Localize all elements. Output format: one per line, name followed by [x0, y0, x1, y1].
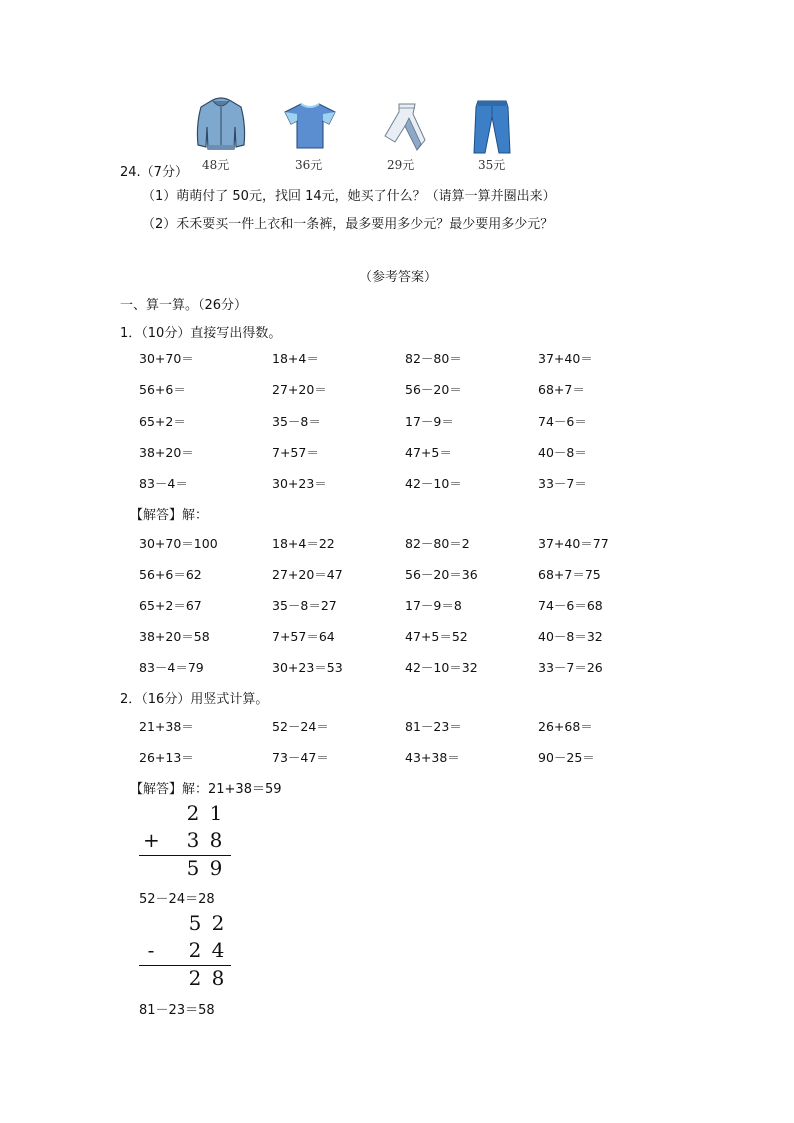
- q1-answer: 33－7＝26: [538, 660, 603, 675]
- q1-answer: 30+23＝53: [272, 660, 343, 675]
- q1-problem: 30+23＝: [272, 476, 327, 491]
- q1-answer: 56+6＝62: [139, 567, 202, 582]
- q2-problem: 26+68＝: [538, 719, 593, 734]
- q2-row: [139, 717, 659, 735]
- vc2-result-ones: 8: [211, 966, 225, 990]
- vertical-calculation-1: [139, 801, 234, 879]
- jeans-icon: [470, 99, 514, 155]
- q1-problem: 83－4＝: [139, 476, 188, 491]
- question-2-title: 2．（16分）用竖式计算。: [120, 692, 269, 707]
- question-24-sub2: （2）禾禾要买一件上衣和一条裤，最多要用多少元？最少要用多少元？: [142, 217, 554, 232]
- q1-answer-row: [139, 596, 659, 614]
- q2-equation-2: 52－24＝28: [139, 892, 215, 907]
- q1-problem: 33－7＝: [538, 476, 587, 491]
- q1-problem: 74－6＝: [538, 414, 587, 429]
- q1-answer: 83－4＝79: [139, 660, 204, 675]
- vc2-top-tens: 5: [188, 911, 202, 935]
- q1-problem: 27+20＝: [272, 382, 327, 397]
- jacket-icon: [194, 95, 248, 151]
- q1-problem: 7+57＝: [272, 445, 319, 460]
- price-shorts: 29元: [387, 158, 415, 172]
- vc1-result-tens: 5: [186, 856, 200, 880]
- q1-answer-row: [139, 658, 659, 676]
- vc1-result-ones: 9: [209, 856, 223, 880]
- q1-problem: 30+70＝: [139, 351, 194, 366]
- q1-problem: 42－10＝: [405, 476, 462, 491]
- q1-answer: 38+20＝58: [139, 629, 210, 644]
- q1-answer: 68+7＝75: [538, 567, 601, 582]
- q1-problem: 35－8＝: [272, 414, 321, 429]
- vc1-top-tens: 2: [186, 801, 200, 825]
- q1-answer: 47+5＝52: [405, 629, 468, 644]
- q1-problem: 17－9＝: [405, 414, 454, 429]
- q1-answer: 27+20＝47: [272, 567, 343, 582]
- answer-header: （参考答案）: [359, 270, 438, 285]
- q2-problem: 81－23＝: [405, 719, 462, 734]
- q1-problem: 38+20＝: [139, 445, 194, 460]
- q1-answer: 56－20＝36: [405, 567, 478, 582]
- question-1-title: 1．（10分）直接写出得数。: [120, 326, 282, 341]
- q1-problem: 56－20＝: [405, 382, 462, 397]
- q1-problem: 82－80＝: [405, 351, 462, 366]
- q1-answer: 30+70＝100: [139, 536, 218, 551]
- q1-row: [139, 474, 659, 492]
- q2-row: [139, 748, 659, 766]
- shorts-icon: [381, 100, 431, 154]
- q1-answer: 17－9＝8: [405, 598, 462, 613]
- q1-answer: 7+57＝64: [272, 629, 335, 644]
- q1-answer: 37+40＝77: [538, 536, 609, 551]
- question-24-sub1: （1）萌萌付了 50元，找回 14元，她买了什么？（请算一算并圈出来）: [142, 189, 556, 204]
- q2-problem: 21+38＝: [139, 719, 194, 734]
- q1-problem: 18+4＝: [272, 351, 319, 366]
- vc2-mid-ones: 4: [211, 938, 225, 962]
- q2-problem: 73－47＝: [272, 750, 329, 765]
- vc2-top-ones: 2: [211, 911, 225, 935]
- q2-problem: 90－25＝: [538, 750, 595, 765]
- q1-answer: 65+2＝67: [139, 598, 202, 613]
- q2-equation-3: 81－23＝58: [139, 1003, 215, 1018]
- q2-problem: 52－24＝: [272, 719, 329, 734]
- q1-answer: 42－10＝32: [405, 660, 478, 675]
- vc1-top-ones: 1: [209, 801, 223, 825]
- price-jacket: 48元: [202, 158, 230, 172]
- q1-answer-row: [139, 627, 659, 645]
- vc2-operator: -: [147, 938, 155, 962]
- q1-problem: 47+5＝: [405, 445, 452, 460]
- q1-problem: 68+7＝: [538, 382, 585, 397]
- q1-problem: 37+40＝: [538, 351, 593, 366]
- q1-row: [139, 380, 659, 398]
- vertical-calculation-2: [139, 911, 234, 989]
- q2-problem: 26+13＝: [139, 750, 194, 765]
- price-tshirt: 36元: [295, 158, 323, 172]
- tshirt-icon: [283, 102, 337, 150]
- q1-answer: 35－8＝27: [272, 598, 337, 613]
- q1-answer: 18+4＝22: [272, 536, 335, 551]
- q1-row: [139, 349, 659, 367]
- q2-problem: 43+38＝: [405, 750, 460, 765]
- vc1-mid-tens: 3: [186, 828, 200, 852]
- q1-answer: 40－8＝32: [538, 629, 603, 644]
- vc1-operator: +: [143, 828, 160, 852]
- q2-answer-line: 【解答】解：21+38＝59: [130, 782, 282, 797]
- q1-problem: 40－8＝: [538, 445, 587, 460]
- price-jeans: 35元: [478, 158, 506, 172]
- q1-answer-row: [139, 565, 659, 583]
- vc1-mid-ones: 8: [209, 828, 223, 852]
- q1-problem: 65+2＝: [139, 414, 186, 429]
- section-1-heading: 一、算一算。（26分）: [120, 298, 248, 313]
- q1-answer-row: [139, 534, 659, 552]
- vc2-result-tens: 2: [188, 966, 202, 990]
- q1-answer: 74－6＝68: [538, 598, 603, 613]
- q1-answer: 82－80＝2: [405, 536, 470, 551]
- q1-row: [139, 412, 659, 430]
- q1-problem: 56+6＝: [139, 382, 186, 397]
- vc2-mid-tens: 2: [188, 938, 202, 962]
- question-24-label: 24.（7分）: [120, 165, 188, 180]
- q1-row: [139, 443, 659, 461]
- q1-answer-label: 【解答】解：: [130, 508, 209, 523]
